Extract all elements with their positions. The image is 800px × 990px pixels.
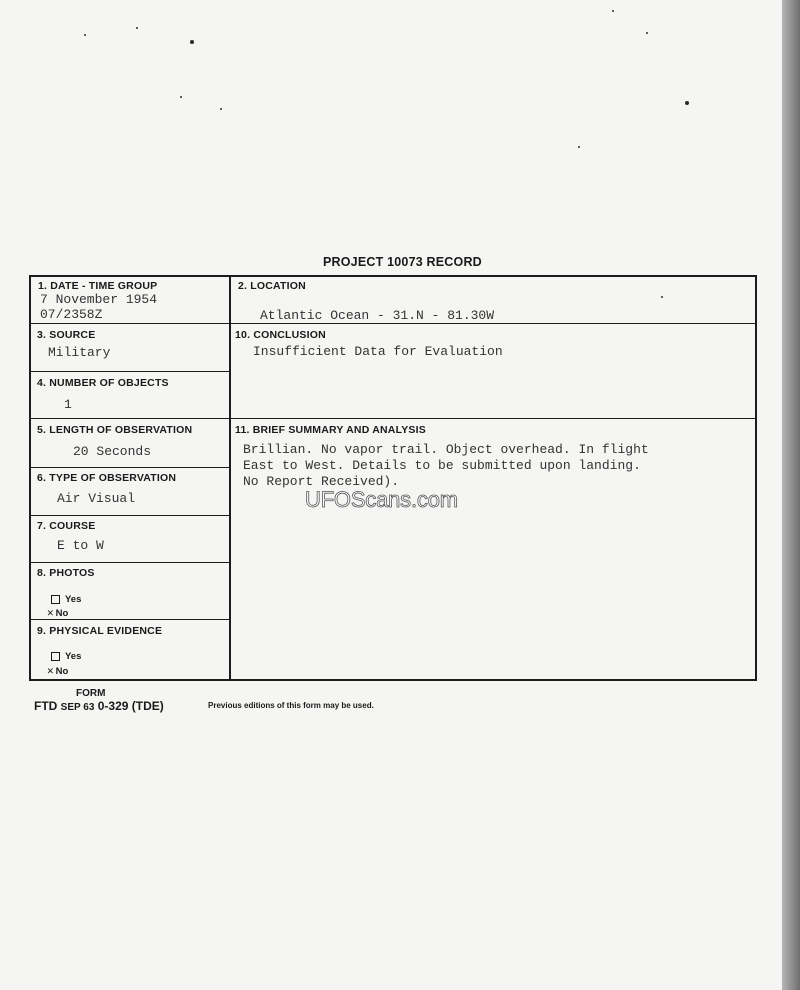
summary-label: 11. BRIEF SUMMARY AND ANALYSIS [235,424,426,436]
form-ftd: FTD [34,699,58,713]
date-value: 7 November 1954 [40,292,158,307]
physical-evidence-yes-label: Yes [65,651,82,662]
photos-no-option[interactable] [47,606,68,620]
form-word: FORM [76,688,106,699]
course-value: E to W [57,538,104,553]
form-designation [34,699,164,713]
type-of-observation-label: 6. TYPE OF OBSERVATION [37,472,177,484]
scan-speck [136,27,138,29]
summary-line: East to West. Details to be submitted upon landing. [243,458,641,473]
scan-speck [180,96,182,98]
physical-evidence-label: 9. PHYSICAL EVIDENCE [37,625,163,637]
photos-yes-label: Yes [65,594,82,605]
number-of-objects-value: 1 [64,397,72,412]
scan-speck [578,146,580,148]
scan-speck [190,40,194,44]
length-of-observation-value: 20 Seconds [73,444,152,459]
document-title: PROJECT 10073 RECORD [323,255,482,269]
number-of-objects-label: 4. NUMBER OF OBJECTS [37,377,169,389]
scan-speck [646,32,648,34]
form-note: Previous editions of this form may be used. [208,701,374,710]
physical-evidence-no-label: No [55,666,69,677]
scan-speck [84,34,86,36]
summary-line: Brillian. No vapor trail. Object overhead. In flight [243,442,649,457]
row-divider [31,562,230,563]
scan-speck [685,101,689,105]
time-value: 07/2358Z [40,307,103,322]
conclusion-value: Insufficient Data for Evaluation [253,344,503,359]
form-date: SEP 63 [60,702,95,713]
row-divider [230,418,757,419]
checkbox-empty-icon [51,652,60,661]
summary-text [243,442,649,490]
length-of-observation-label: 5. LENGTH OF OBSERVATION [37,424,193,436]
physical-evidence-yes-option[interactable] [51,651,81,662]
source-label: 3. SOURCE [37,329,96,341]
checkbox-empty-icon [51,595,60,604]
row-divider [31,323,230,324]
row-divider [31,515,230,516]
course-label: 7. COURSE [37,520,96,532]
location-label: 2. LOCATION [238,280,306,292]
watermark-text: UFOScans.com [305,487,458,512]
form-number: 0-329 (TDE) [97,699,164,713]
checkbox-x-icon: ✕ [47,666,54,678]
source-value: Military [48,345,111,360]
row-divider [31,371,230,372]
checkbox-x-icon: ✕ [47,608,54,620]
scan-speck [612,10,614,12]
conclusion-label: 10. CONCLUSION [235,329,326,341]
summary-line: No Report Received). [243,474,400,489]
photos-yes-option[interactable] [51,594,81,605]
location-value: Atlantic Ocean - 31.N - 81.30W [260,308,495,323]
row-divider [230,323,757,324]
row-divider [31,418,230,419]
physical-evidence-no-option[interactable] [47,664,68,678]
photos-label: 8. PHOTOS [37,567,95,579]
scan-speck [220,108,222,110]
date-time-label: 1. DATE - TIME GROUP [38,280,158,292]
type-of-observation-value: Air Visual [57,491,136,506]
row-divider [31,467,230,468]
photos-no-label: No [55,608,69,619]
scan-edge [782,0,800,990]
